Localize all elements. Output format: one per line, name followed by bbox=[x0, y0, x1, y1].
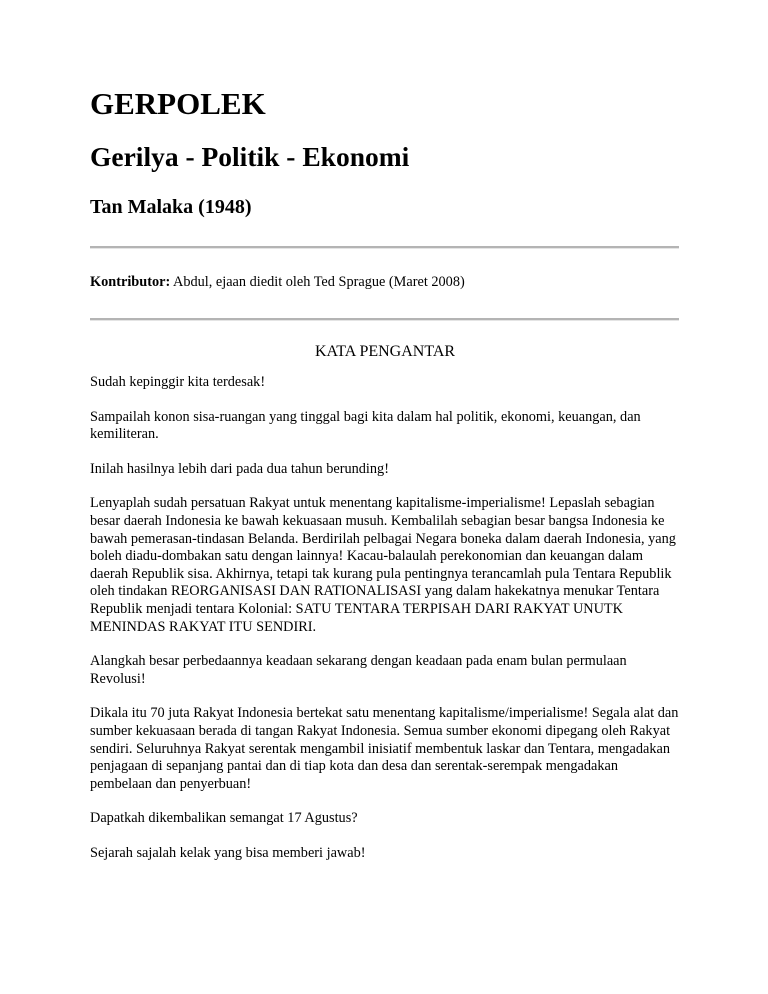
contributor-label: Kontributor: bbox=[90, 274, 171, 290]
document-page bbox=[90, 84, 680, 879]
paragraph: Inilah hasilnya lebih dari pada dua tahun berunding! bbox=[90, 460, 389, 477]
document-title: GERPOLEK bbox=[90, 86, 266, 121]
body-text bbox=[90, 374, 680, 862]
paragraph: Lenyaplah sudah persatuan Rakyat untuk menentang kapitalisme-imperialisme! Lepaslah sebagian besar daerah Indonesia ke bawah kekuasaan musuh. Kembalilah sebagian besar bangsa Indonesia ke bawah pemerasan-tindasan Belanda. Berdirilah pelbagai Negara boneka dalam daerah Indonesia, yang boleh diadu-dombakan satu dengan lainnya! Kacau-balaulah perekonomian dan keuangan dalam daerah Republik sisa. Akhirnya, tetapi tak kurang pula pentingnya terancamlah pula Tentara Republik oleh tindakan REORGANISASI DAN RATIONALISASI yang dalam hakekatnya menukar Tentara Republik menjadi tentara Kolonial: SATU TENTARA TERPISAH DARI RAKYAT UNUTK MENINDAS RAKYAT ITU SENDIRI. bbox=[90, 495, 676, 635]
paragraph: Alangkah besar perbedaannya keadaan sekarang dengan keadaan pada enam bulan permulaan Revolusi! bbox=[90, 653, 627, 687]
paragraph: Dapatkah dikembalikan semangat 17 Agustus? bbox=[90, 810, 358, 827]
contributor-text: Abdul, ejaan diedit oleh Ted Sprague (Maret 2008) bbox=[170, 274, 465, 290]
divider-top bbox=[90, 246, 679, 249]
paragraph: Sampailah konon sisa-ruangan yang tinggal bagi kita dalam hal politik, ekonomi, keuangan, dan kemiliteran. bbox=[90, 408, 641, 443]
section-heading: KATA PENGANTAR bbox=[314, 343, 456, 360]
contributor-line bbox=[90, 274, 680, 291]
paragraph: Sejarah sajalah kelak yang bisa memberi jawab! bbox=[90, 844, 366, 861]
divider-bottom bbox=[90, 318, 679, 321]
document-subtitle: Gerilya - Politik - Ekonomi bbox=[90, 141, 410, 172]
document-author: Tan Malaka (1948) bbox=[90, 196, 252, 218]
paragraph: Dikala itu 70 juta Rakyat Indonesia bertekat satu menentang kapitalisme/imperialisme! Segala alat dan sumber kekuasaan berada di tangan Rakyat Indonesia. Semua sumber ekonomi dipegang oleh Rakyat sendiri. Seluruhnya Rakyat serentak mengambil inisiatif membentuk laskar dan Tentara, mengadakan penjagaan di sepanjang pantai dan di tiap kota dan desa dan serentak-serempak mengadakan pembelaan dan penyerbuan! bbox=[90, 705, 679, 792]
paragraph: Sudah kepinggir kita terdesak! bbox=[90, 374, 266, 390]
